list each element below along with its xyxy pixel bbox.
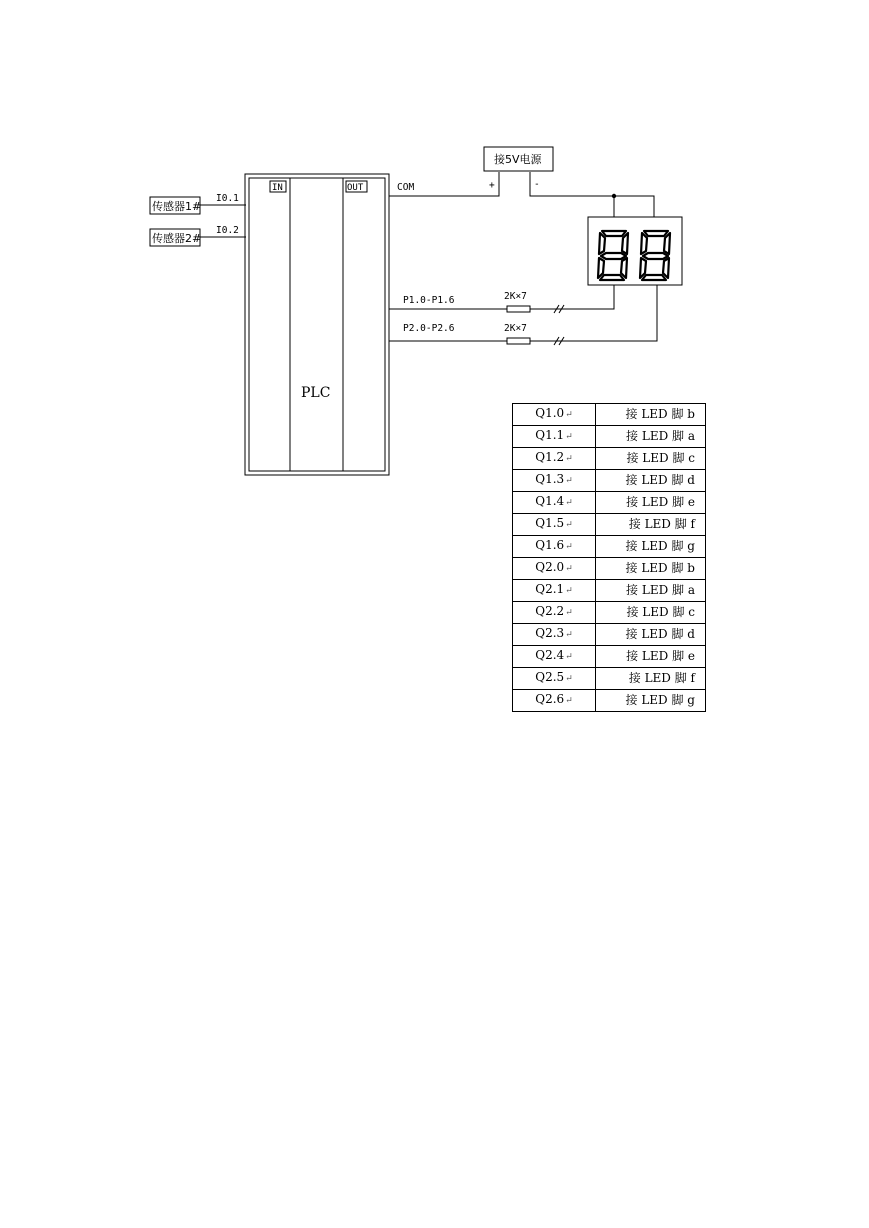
table-row (513, 448, 706, 470)
led-pin-cell (596, 426, 706, 448)
led-pin-cell (596, 624, 706, 646)
output-address-cell (513, 580, 596, 602)
led-pin-cell (596, 646, 706, 668)
resistor-2 (507, 338, 530, 344)
output-address-cell (513, 514, 596, 536)
table-row (513, 668, 706, 690)
output-address: Q2.3 (535, 626, 565, 640)
table-row (513, 470, 706, 492)
output-address: Q1.5 (535, 516, 565, 530)
table-row (513, 690, 706, 712)
minus-wire (530, 172, 654, 217)
table-row (513, 558, 706, 580)
power-label: 接5V电源 (494, 153, 542, 166)
table-row (513, 624, 706, 646)
plc-label: PLC (301, 385, 331, 401)
plc-outer-frame (245, 174, 389, 475)
resistor-2-label: 2K×7 (504, 323, 527, 334)
com-label: COM (397, 182, 415, 193)
output-address-cell (513, 690, 596, 712)
minus-label: - (534, 179, 540, 190)
paragraph-mark-icon: ↵ (565, 542, 573, 552)
paragraph-mark-icon: ↵ (565, 586, 573, 596)
sensor-2-label: 传感器2# (152, 232, 202, 245)
output-address-cell (513, 646, 596, 668)
table-row (513, 602, 706, 624)
output-address-cell (513, 602, 596, 624)
paragraph-mark-icon: ↵ (565, 608, 573, 618)
table-row (513, 404, 706, 426)
output-address: Q2.4 (535, 648, 565, 662)
bus-1-label: P1.0-P1.6 (403, 295, 455, 306)
led-pin-cell (596, 448, 706, 470)
paragraph-mark-icon: ↵ (565, 410, 573, 420)
resistor-1 (507, 306, 530, 312)
input-1-label: I0.1 (216, 193, 239, 204)
resistor-1-label: 2K×7 (504, 291, 527, 302)
pin-mapping-table (512, 403, 706, 712)
output-address: Q2.0 (535, 560, 565, 574)
led-pin: 接 LED 脚 b (625, 561, 695, 575)
output-address-cell (513, 426, 596, 448)
output-address-cell (513, 448, 596, 470)
output-address: Q2.6 (535, 692, 565, 706)
output-address: Q2.5 (535, 670, 565, 684)
table-row (513, 514, 706, 536)
output-address-cell (513, 470, 596, 492)
paragraph-mark-icon: ↵ (565, 630, 573, 640)
output-address-cell (513, 668, 596, 690)
paragraph-mark-icon: ↵ (565, 696, 573, 706)
output-address-cell (513, 624, 596, 646)
output-address: Q1.2 (535, 450, 565, 464)
pin-mapping-body (513, 404, 706, 712)
output-address: Q1.0 (535, 406, 565, 420)
led-pin: 接 LED 脚 e (626, 495, 695, 509)
table-row (513, 536, 706, 558)
output-address: Q1.4 (535, 494, 565, 508)
output-address: Q2.2 (535, 604, 565, 618)
output-address-cell (513, 404, 596, 426)
led-pin: 接 LED 脚 c (626, 451, 695, 465)
led-pin: 接 LED 脚 g (625, 539, 695, 553)
paragraph-mark-icon: ↵ (565, 564, 573, 574)
led-pin-cell (596, 602, 706, 624)
digit-left (598, 231, 628, 280)
junction-dot (612, 194, 616, 198)
sensor-1-label: 传感器1# (152, 200, 202, 213)
paragraph-mark-icon: ↵ (565, 674, 573, 684)
seven-segment-digits (598, 231, 670, 280)
output-address-cell (513, 558, 596, 580)
plc-in-label: IN (272, 183, 283, 193)
bus-1-wire-b (530, 285, 614, 309)
table-row (513, 580, 706, 602)
led-pin: 接 LED 脚 d (625, 627, 695, 641)
led-pin-cell (596, 536, 706, 558)
led-pin: 接 LED 脚 c (626, 605, 695, 619)
plc-out-label: OUT (347, 183, 364, 193)
led-pin: 接 LED 脚 f (628, 671, 695, 685)
led-pin-cell (596, 580, 706, 602)
plc-inner-frame (249, 178, 385, 471)
led-pin-cell (596, 492, 706, 514)
output-address: Q1.6 (535, 538, 565, 552)
plus-label: + (489, 180, 495, 191)
led-pin: 接 LED 脚 a (626, 429, 695, 443)
output-address: Q1.3 (535, 472, 565, 486)
output-address-cell (513, 536, 596, 558)
input-2-label: I0.2 (216, 225, 239, 236)
paragraph-mark-icon: ↵ (565, 520, 573, 530)
output-address: Q1.1 (535, 428, 565, 442)
led-pin: 接 LED 脚 d (625, 473, 695, 487)
output-address-cell (513, 492, 596, 514)
led-pin-cell (596, 558, 706, 580)
led-pin-cell (596, 514, 706, 536)
paragraph-mark-icon: ↵ (565, 652, 573, 662)
paragraph-mark-icon: ↵ (565, 498, 573, 508)
paragraph-mark-icon: ↵ (565, 432, 573, 442)
led-pin: 接 LED 脚 f (628, 517, 695, 531)
bus-2-label: P2.0-P2.6 (403, 323, 455, 334)
led-pin-cell (596, 668, 706, 690)
led-pin: 接 LED 脚 a (626, 583, 695, 597)
output-address: Q2.1 (535, 582, 565, 596)
led-pin: 接 LED 脚 e (626, 649, 695, 663)
digit-right (640, 231, 670, 280)
bus-2-wire-b (530, 285, 657, 341)
table-row (513, 426, 706, 448)
led-pin-cell (596, 690, 706, 712)
led-pin-cell (596, 404, 706, 426)
led-pin: 接 LED 脚 g (625, 693, 695, 707)
paragraph-mark-icon: ↵ (565, 476, 573, 486)
led-pin: 接 LED 脚 b (625, 407, 695, 421)
led-pin-cell (596, 470, 706, 492)
paragraph-mark-icon: ↵ (565, 454, 573, 464)
table-row (513, 646, 706, 668)
table-row (513, 492, 706, 514)
